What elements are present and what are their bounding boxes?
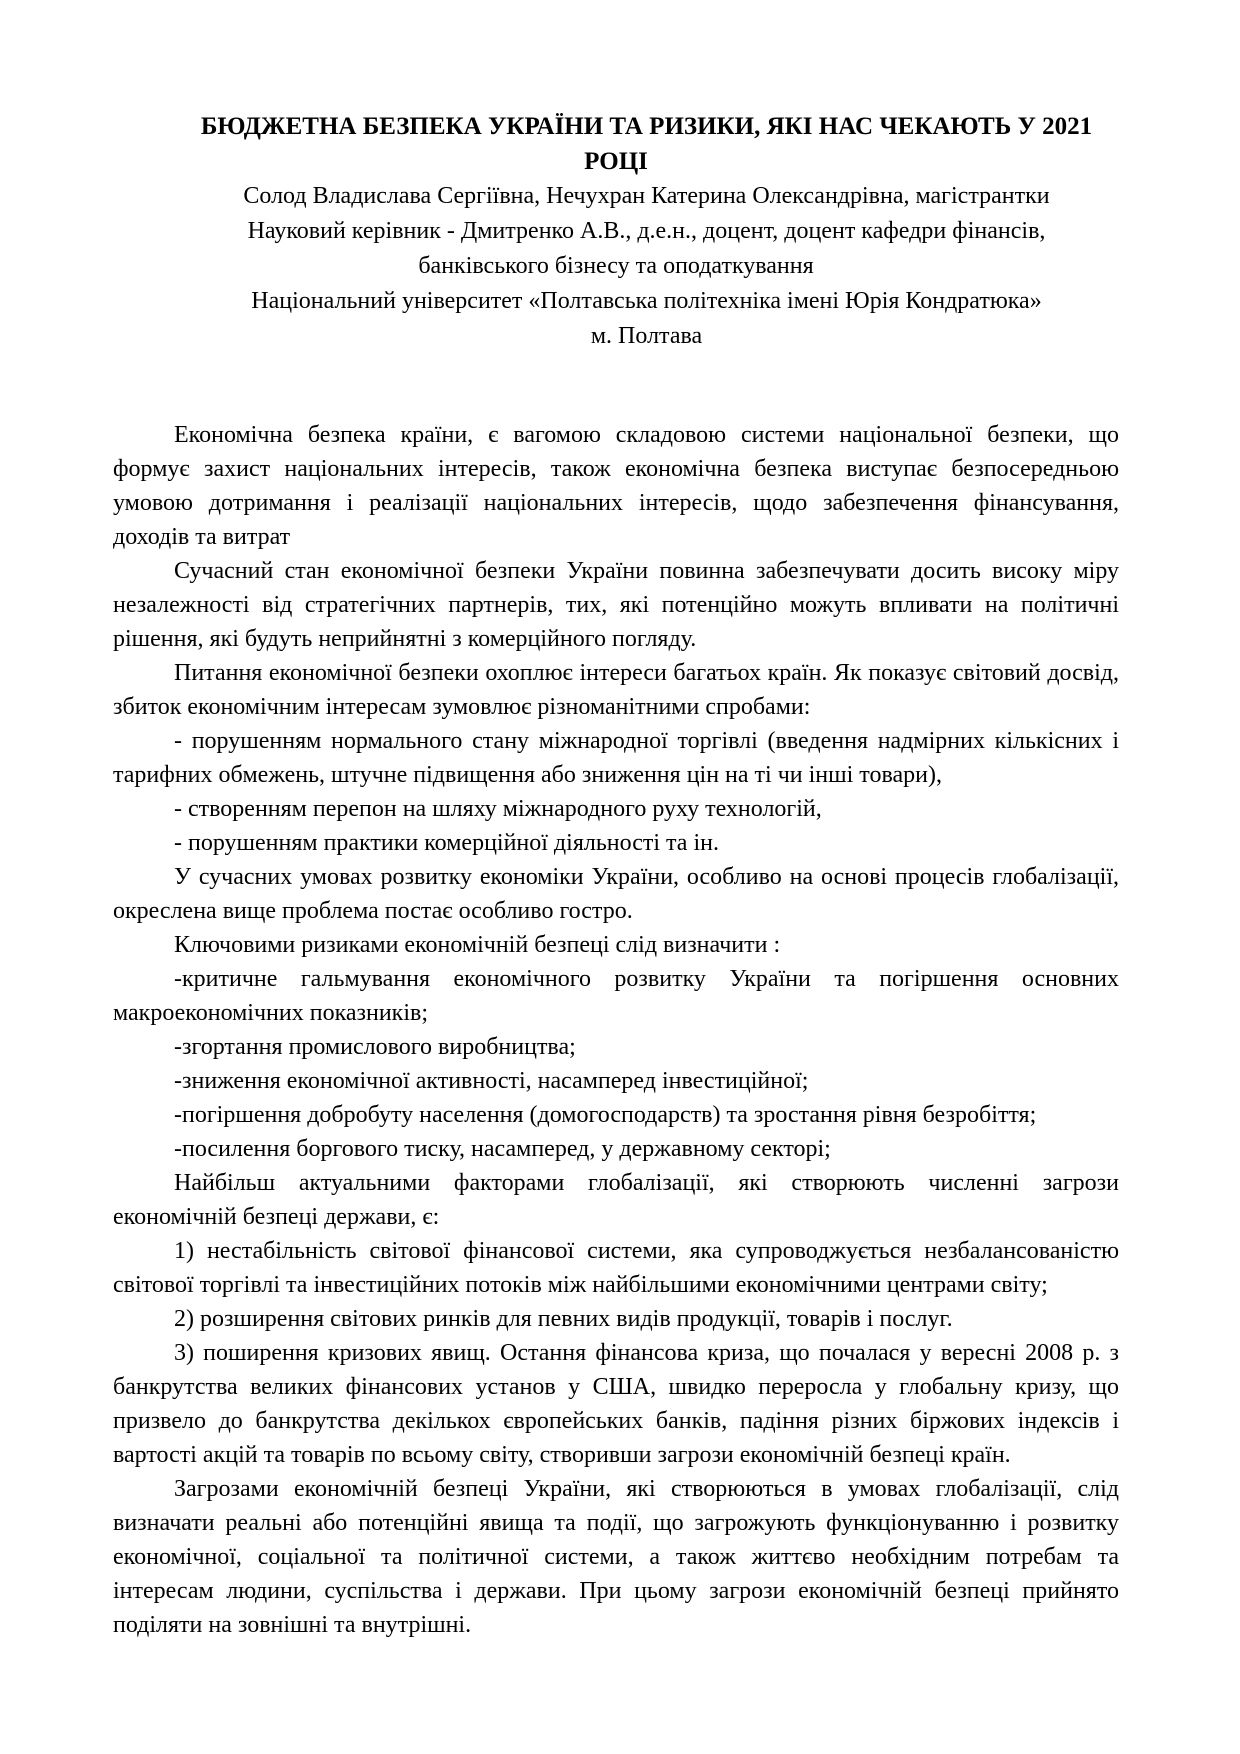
body-paragraph: У сучасних умовах розвитку економіки України, особливо на основі процесів глобалізації, окреслена вище проблема постає особливо гостро. <box>113 864 1119 924</box>
body-list-item: -погіршення добробуту населення (домогосподарств) та зростання рівня безробіття; <box>174 1102 1037 1128</box>
body-paragraph: Питання економічної безпеки охоплює інтереси багатьох країн. Як показує світовий досвід, збиток економічним інтересам зумовлює різноманітними спробами: <box>113 660 1119 720</box>
supervisor-line-2: банківського бізнесу та оподаткування <box>418 253 814 279</box>
body-numbered-item: 1) нестабільність світової фінансової системи, яка супроводжується незбалансованістю світової торгівлі та інвестиційних потоків між найбільшими економічними центрами світу; <box>113 1238 1119 1298</box>
body-list-item: -критичне гальмування економічного розвитку України та погіршення основних макроекономічних показників; <box>113 966 1119 1026</box>
paper-title-line-1: БЮДЖЕТНА БЕЗПЕКА УКРАЇНИ ТА РИЗИКИ, ЯКІ НАС ЧЕКАЮТЬ У 2021 <box>200 113 1093 140</box>
body-numbered-item: 3) поширення кризових явищ. Остання фінансова криза, що почалася у вересні 2008 р. з банкрутства великих фінансових установ у США, швидко переросла у глобальну кризу, що призвело до банкрутства декількох європейських банків, падіння різних біржових індексів і вартості акцій та товарів по всьому світу, створивши загрози економічній безпеці країн. <box>113 1340 1119 1468</box>
document-content <box>113 109 1119 1642</box>
body-list-item: -зниження економічної активності, насамперед інвестиційної; <box>174 1068 809 1094</box>
body-paragraph: Економічна безпека країни, є вагомою складовою системи національної безпеки, що формує захист національних інтересів, також економічна безпека виступає безпосередньою умовою дотримання і реалізації національних інтересів, щодо забезпечення фінансування, доходів та витрат <box>113 422 1119 550</box>
authors-line: Солод Владислава Сергіївна, Нечухран Катерина Олександрівна, магістрантки <box>243 183 1050 209</box>
city-line: м. Полтава <box>590 323 703 349</box>
university-line: Національний університет «Полтавська політехніка імені Юрія Кондратюка» <box>251 288 1042 314</box>
supervisor-line-1: Науковий керівник - Дмитренко А.В., д.е.н., доцент, доцент кафедри фінансів, <box>247 218 1046 244</box>
body-paragraph: Загрозами економічній безпеці України, які створюються в умовах глобалізації, слід визначати реальні або потенційні явища та події, що загрожують функціонуванню і розвитку економічної, соціальної та політичної системи, а також життєво необхідним потребам та інтересам людини, суспільства і держави. При цьому загрози економічній безпеці прийнято поділяти на зовнішні та внутрішні. <box>113 1476 1119 1638</box>
body-numbered-item: 2) розширення світових ринків для певних видів продукції, товарів і послуг. <box>174 1306 953 1332</box>
body-paragraph: Найбільш актуальними факторами глобалізації, які створюють численні загрози економічній безпеці держави, є: <box>113 1170 1119 1230</box>
document-body <box>113 418 1119 1642</box>
body-list-item: - створенням перепон на шляху міжнародного руху технологій, <box>174 796 822 822</box>
body-list-item: - порушенням практики комерційної діяльності та ін. <box>174 830 719 856</box>
body-list-item: - порушенням нормального стану міжнародної торгівлі (введення надмірних кількісних і тарифних обмежень, штучне підвищення або зниження цін на ті чи інші товари), <box>113 728 1119 788</box>
body-paragraph: Сучасний стан економічної безпеки України повинна забезпечувати досить високу міру незалежності від стратегічних партнерів, тих, які потенційно можуть впливати на політичні рішення, які будуть неприйнятні з комерційного погляду. <box>113 558 1119 652</box>
body-paragraph: Ключовими ризиками економічній безпеці слід визначити : <box>174 932 781 958</box>
paper-title-line-2: РОЦІ <box>584 148 648 175</box>
document-header <box>113 109 1119 354</box>
body-list-item: -посилення боргового тиску, насамперед, у державному секторі; <box>174 1136 831 1162</box>
body-list-item: -згортання промислового виробництва; <box>174 1034 576 1060</box>
